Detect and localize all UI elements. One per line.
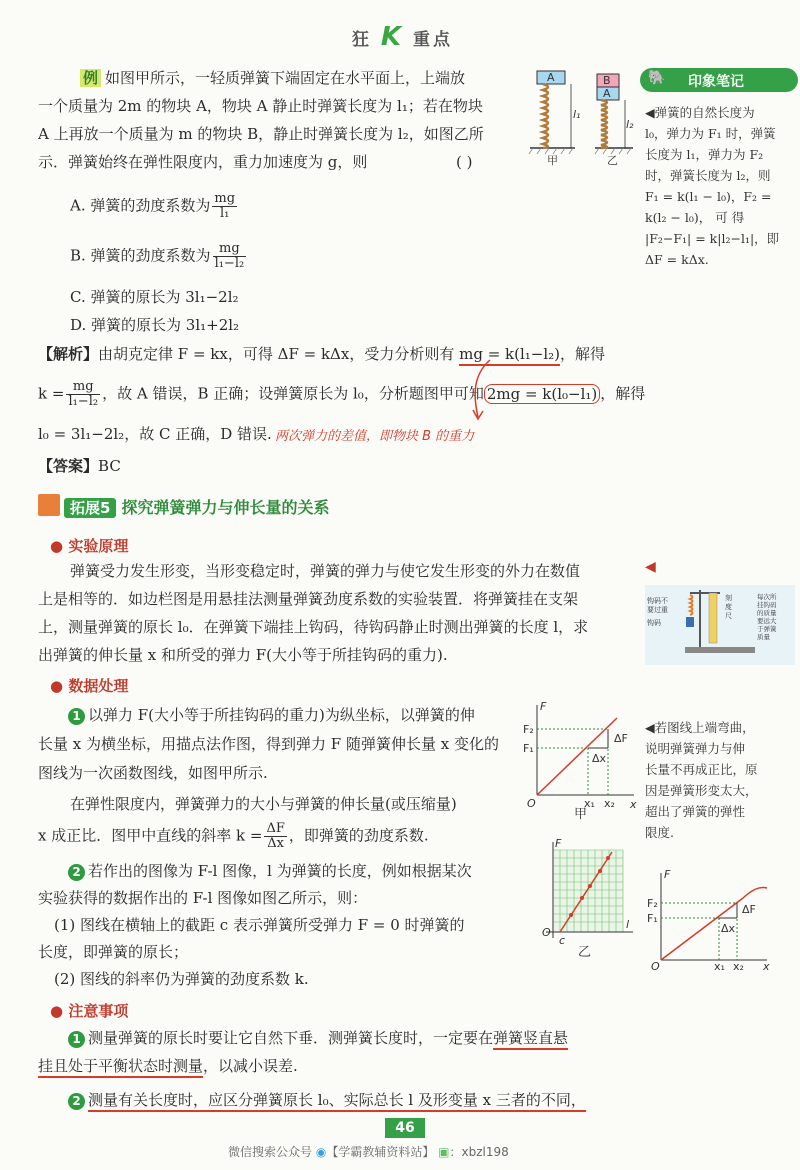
sidebar-note-2: ◀若图线上端弯曲， 说明弹簧弹力与伸 长量不再成正比，原 因是弹簧形变太大， 超出了弹簧的弹性 限度. bbox=[645, 720, 758, 840]
svg-text:O: O bbox=[527, 797, 536, 810]
analysis-line-2: k = $\frac{mg}{\text{l₁−l₂}}$ ，故 A 错误，B 正确；设弹簧原长为 l₀，分析题图甲可知 2mg = k(l₀−l₁) ，解得 bbox=[38, 379, 646, 409]
principle-line-1: 弹簧受力发生形变，当形变稳定时，弹簧的弹力与使它发生形变的外力在数值 bbox=[70, 562, 581, 580]
sidebar-arrow: ◀ bbox=[645, 559, 656, 575]
block-b-label: B bbox=[603, 74, 611, 87]
data-p3-line-4: 长度，即弹簧的原长； bbox=[38, 943, 189, 961]
analysis-line-1: 【解析】由胡克定律 F = kx，可得 ΔF = kΔx，受力分析则有 mg = k(l₁−l₂)，解得 bbox=[38, 343, 605, 365]
circled-2mg-eq: 2mg = k(l₀−l₁) bbox=[484, 384, 600, 404]
data-p1-line-1: 1 以弹力 F(大小等于所挂钩码的重力)为纵坐标，以弹簧的伸 bbox=[68, 704, 475, 726]
svg-text:Δx: Δx bbox=[592, 752, 607, 765]
graph-side bbox=[647, 868, 772, 973]
option-d: D. 弹簧的原长为 3l₁+2l₂ bbox=[70, 316, 240, 334]
answer-line: 【答案】BC bbox=[38, 457, 121, 475]
svg-text:ΔF: ΔF bbox=[614, 732, 628, 745]
data-p3-line-2: 实验获得的数据作出的 F-l 图像如图乙所示，则： bbox=[38, 889, 368, 907]
footer-text: 微信搜索公众号 ◉【学霸教辅资料站】 ▣：xbzl198 bbox=[228, 1145, 509, 1159]
wechat-icon: ◉ bbox=[315, 1145, 327, 1159]
handwritten-note: 两次弹力的差值，即物块 B 的重力 bbox=[275, 429, 475, 444]
svg-text:乙: 乙 bbox=[578, 945, 592, 958]
data-p3-line-1: 2 若作出的图像为 F-l 图像，l 为弹簧的长度，例如根据某次 bbox=[68, 860, 472, 882]
label-l1: l₁ bbox=[573, 108, 581, 121]
svg-text:F: F bbox=[540, 700, 547, 713]
header-k-logo: K bbox=[380, 22, 405, 52]
data-p1-line-2: 长量 x 为横坐标，用描点法作图，得到弹力 F 随弹簧伸长量 x 变化的 bbox=[38, 735, 499, 753]
svg-text:F: F bbox=[555, 838, 562, 850]
sidebar-title: 印象笔记 bbox=[688, 74, 744, 90]
section-tag: 拓展5 bbox=[64, 498, 116, 518]
block-a-label: A bbox=[547, 71, 555, 84]
answer-paren: ( ) bbox=[456, 153, 473, 171]
note-d: 钩码 bbox=[647, 619, 661, 627]
data-p2-line-2: x 成正比．图甲中直线的斜率 k = $\frac{\Delta F}{\Delta x}$ ，即弹簧的劲度系数. bbox=[38, 821, 429, 851]
example-line-2: 一个质量为 2m 的物块 A，物块 A 静止时弹簧长度为 l₁；若在物块 bbox=[38, 97, 483, 115]
note-a2: 要过重 bbox=[647, 606, 668, 614]
label-yi: 乙 bbox=[607, 154, 618, 166]
svg-text:x₂: x₂ bbox=[604, 797, 615, 810]
svg-text:x₁: x₁ bbox=[714, 960, 725, 973]
notes-heading: ● 注意事项 bbox=[50, 1002, 129, 1020]
notes-line-3: 2 测量有关长度时，应区分弹簧原长 l₀、实际总长 l 及形变量 x 三者的不同， bbox=[68, 1089, 586, 1111]
svg-text:F₂: F₂ bbox=[523, 723, 534, 736]
notes-line-1: 1 测量弹簧的原长时要让它自然下垂．测弹簧长度时，一定要在弹簧竖直悬 bbox=[68, 1027, 568, 1049]
data-p2-line-1: 在弹性限度内，弹簧弹力的大小与弹簧的伸长量(或压缩量) bbox=[70, 795, 457, 813]
svg-text:l: l bbox=[626, 918, 630, 931]
svg-text:度: 度 bbox=[725, 603, 732, 611]
number-1-icon: 1 bbox=[68, 1031, 85, 1048]
option-c: C. 弹簧的原长为 3l₁−2l₂ bbox=[70, 288, 239, 306]
principle-heading: ● 实验原理 bbox=[50, 537, 129, 555]
label-l2: l₂ bbox=[626, 118, 634, 131]
svg-text:挂钩码: 挂钩码 bbox=[757, 601, 777, 609]
sidebar-title-bar bbox=[640, 68, 798, 92]
example-line-1: 例 如图甲所示，一轻质弹簧下端固定在水平面上，上端放 bbox=[80, 67, 465, 89]
svg-text:O: O bbox=[542, 926, 551, 939]
svg-text:F₁: F₁ bbox=[647, 912, 658, 925]
spring-figure bbox=[525, 66, 640, 166]
svg-text:x₁: x₁ bbox=[584, 797, 595, 810]
data-p3-line-3: (1) 图线在横轴上的截距 c 表示弹簧所受弹力 F = 0 时弹簧的 bbox=[54, 916, 465, 934]
data-p3-line-5: (2) 图线的斜率仍为弹簧的劲度系数 k. bbox=[54, 970, 309, 988]
example-line-4: 示．弹簧始终在弹性限度内，重力加速度为 g，则 bbox=[38, 153, 368, 171]
label-jia: 甲 bbox=[547, 154, 558, 166]
example-tag: 例 bbox=[80, 69, 101, 87]
section-title: 探究弹簧弹力与伸长量的关系 bbox=[121, 498, 330, 517]
bullet-icon: ● bbox=[50, 677, 64, 695]
svg-text:每次所: 每次所 bbox=[757, 593, 777, 601]
svg-text:c: c bbox=[559, 934, 566, 947]
bullet-icon: ● bbox=[50, 537, 64, 555]
header-right: 重点 bbox=[413, 30, 453, 50]
svg-text:要远大: 要远大 bbox=[757, 617, 777, 625]
svg-text:x: x bbox=[630, 798, 637, 811]
analysis-label: 【解析】 bbox=[38, 345, 99, 363]
page-number: 46 bbox=[385, 1118, 425, 1138]
option-b: B. 弹簧的劲度系数为 $\frac{mg}{\text{l₁−l₂}}$ bbox=[70, 241, 245, 271]
elephant-icon: 🐘 bbox=[648, 70, 666, 86]
svg-text:F: F bbox=[664, 868, 671, 881]
principle-line-2: 上是相等的．如边栏图是用悬挂法测量弹簧劲度系数的实验装置．将弹簧挂在支架 bbox=[38, 590, 579, 608]
principle-line-3: 上，测量弹簧的原长 l₀．在弹簧下端挂上钩码，待钩码静止时测出弹簧的长度 l，求 bbox=[38, 618, 589, 636]
svg-text:F₂: F₂ bbox=[647, 897, 658, 910]
svg-text:于弹簧: 于弹簧 bbox=[757, 625, 777, 633]
notes-line-2: 挂且处于平衡状态时测量，以减小误差. bbox=[38, 1055, 298, 1077]
sidebar-note-1: ◀弹簧的自然长度为 l₀，弹力为 F₁ 时，弹簧 长度为 l₁，弹力为 F₂ 时，弹簧长度为 l₂，则 F₁ = k(l₁ − l₀)，F₂ = k(l₂ − l₀)， 可 得 |F₂−F₁| = k|l₂−l₁|，即 ΔF = kΔx. bbox=[645, 105, 780, 267]
graph-yi bbox=[538, 838, 638, 958]
svg-text:x: x bbox=[763, 960, 770, 973]
svg-text:质量: 质量 bbox=[757, 633, 770, 641]
svg-text:x₂: x₂ bbox=[733, 960, 744, 973]
section-book-icon bbox=[38, 494, 60, 516]
graph-jia bbox=[522, 700, 640, 820]
header-left: 狂 bbox=[352, 30, 372, 50]
svg-text:尺: 尺 bbox=[725, 612, 732, 620]
chat-icon: ▣ bbox=[438, 1145, 450, 1159]
bullet-icon: ● bbox=[50, 1002, 64, 1020]
analysis-line-3: l₀ = 3l₁−2l₂，故 C 正确，D 错误. bbox=[38, 425, 272, 443]
number-1-icon: 1 bbox=[68, 708, 85, 725]
option-a: A. 弹簧的劲度系数为 $\frac{mg}{\text{l₁}}$ bbox=[70, 191, 236, 221]
underlined-mg-eq: mg = k(l₁−l₂) bbox=[459, 345, 560, 366]
page-header bbox=[352, 22, 453, 52]
section-heading bbox=[64, 495, 330, 518]
apparatus-figure bbox=[645, 585, 795, 665]
block-a2-label: A bbox=[603, 87, 611, 100]
note-a1: 钩码不 bbox=[647, 597, 668, 605]
principle-line-4: 出弹簧的伸长量 x 和所受的弹力 F(大小等于所挂钩码的重力). bbox=[38, 646, 448, 664]
data-heading: ● 数据处理 bbox=[50, 677, 129, 695]
example-line-3: A 上再放一个质量为 m 的物块 B，静止时弹簧长度为 l₂，如图乙所 bbox=[38, 125, 484, 143]
svg-text:刻: 刻 bbox=[725, 594, 732, 602]
svg-text:Δx: Δx bbox=[721, 922, 736, 935]
data-p1-line-3: 图线为一次函数图线，如图甲所示. bbox=[38, 764, 268, 782]
svg-text:F₁: F₁ bbox=[523, 742, 534, 755]
svg-text:甲: 甲 bbox=[574, 807, 588, 820]
svg-text:O: O bbox=[651, 960, 660, 973]
svg-text:的质量: 的质量 bbox=[757, 609, 777, 617]
number-2-icon: 2 bbox=[68, 1093, 85, 1110]
svg-text:ΔF: ΔF bbox=[742, 903, 756, 916]
number-2-icon: 2 bbox=[68, 864, 85, 881]
hand-arrow bbox=[468, 355, 498, 425]
